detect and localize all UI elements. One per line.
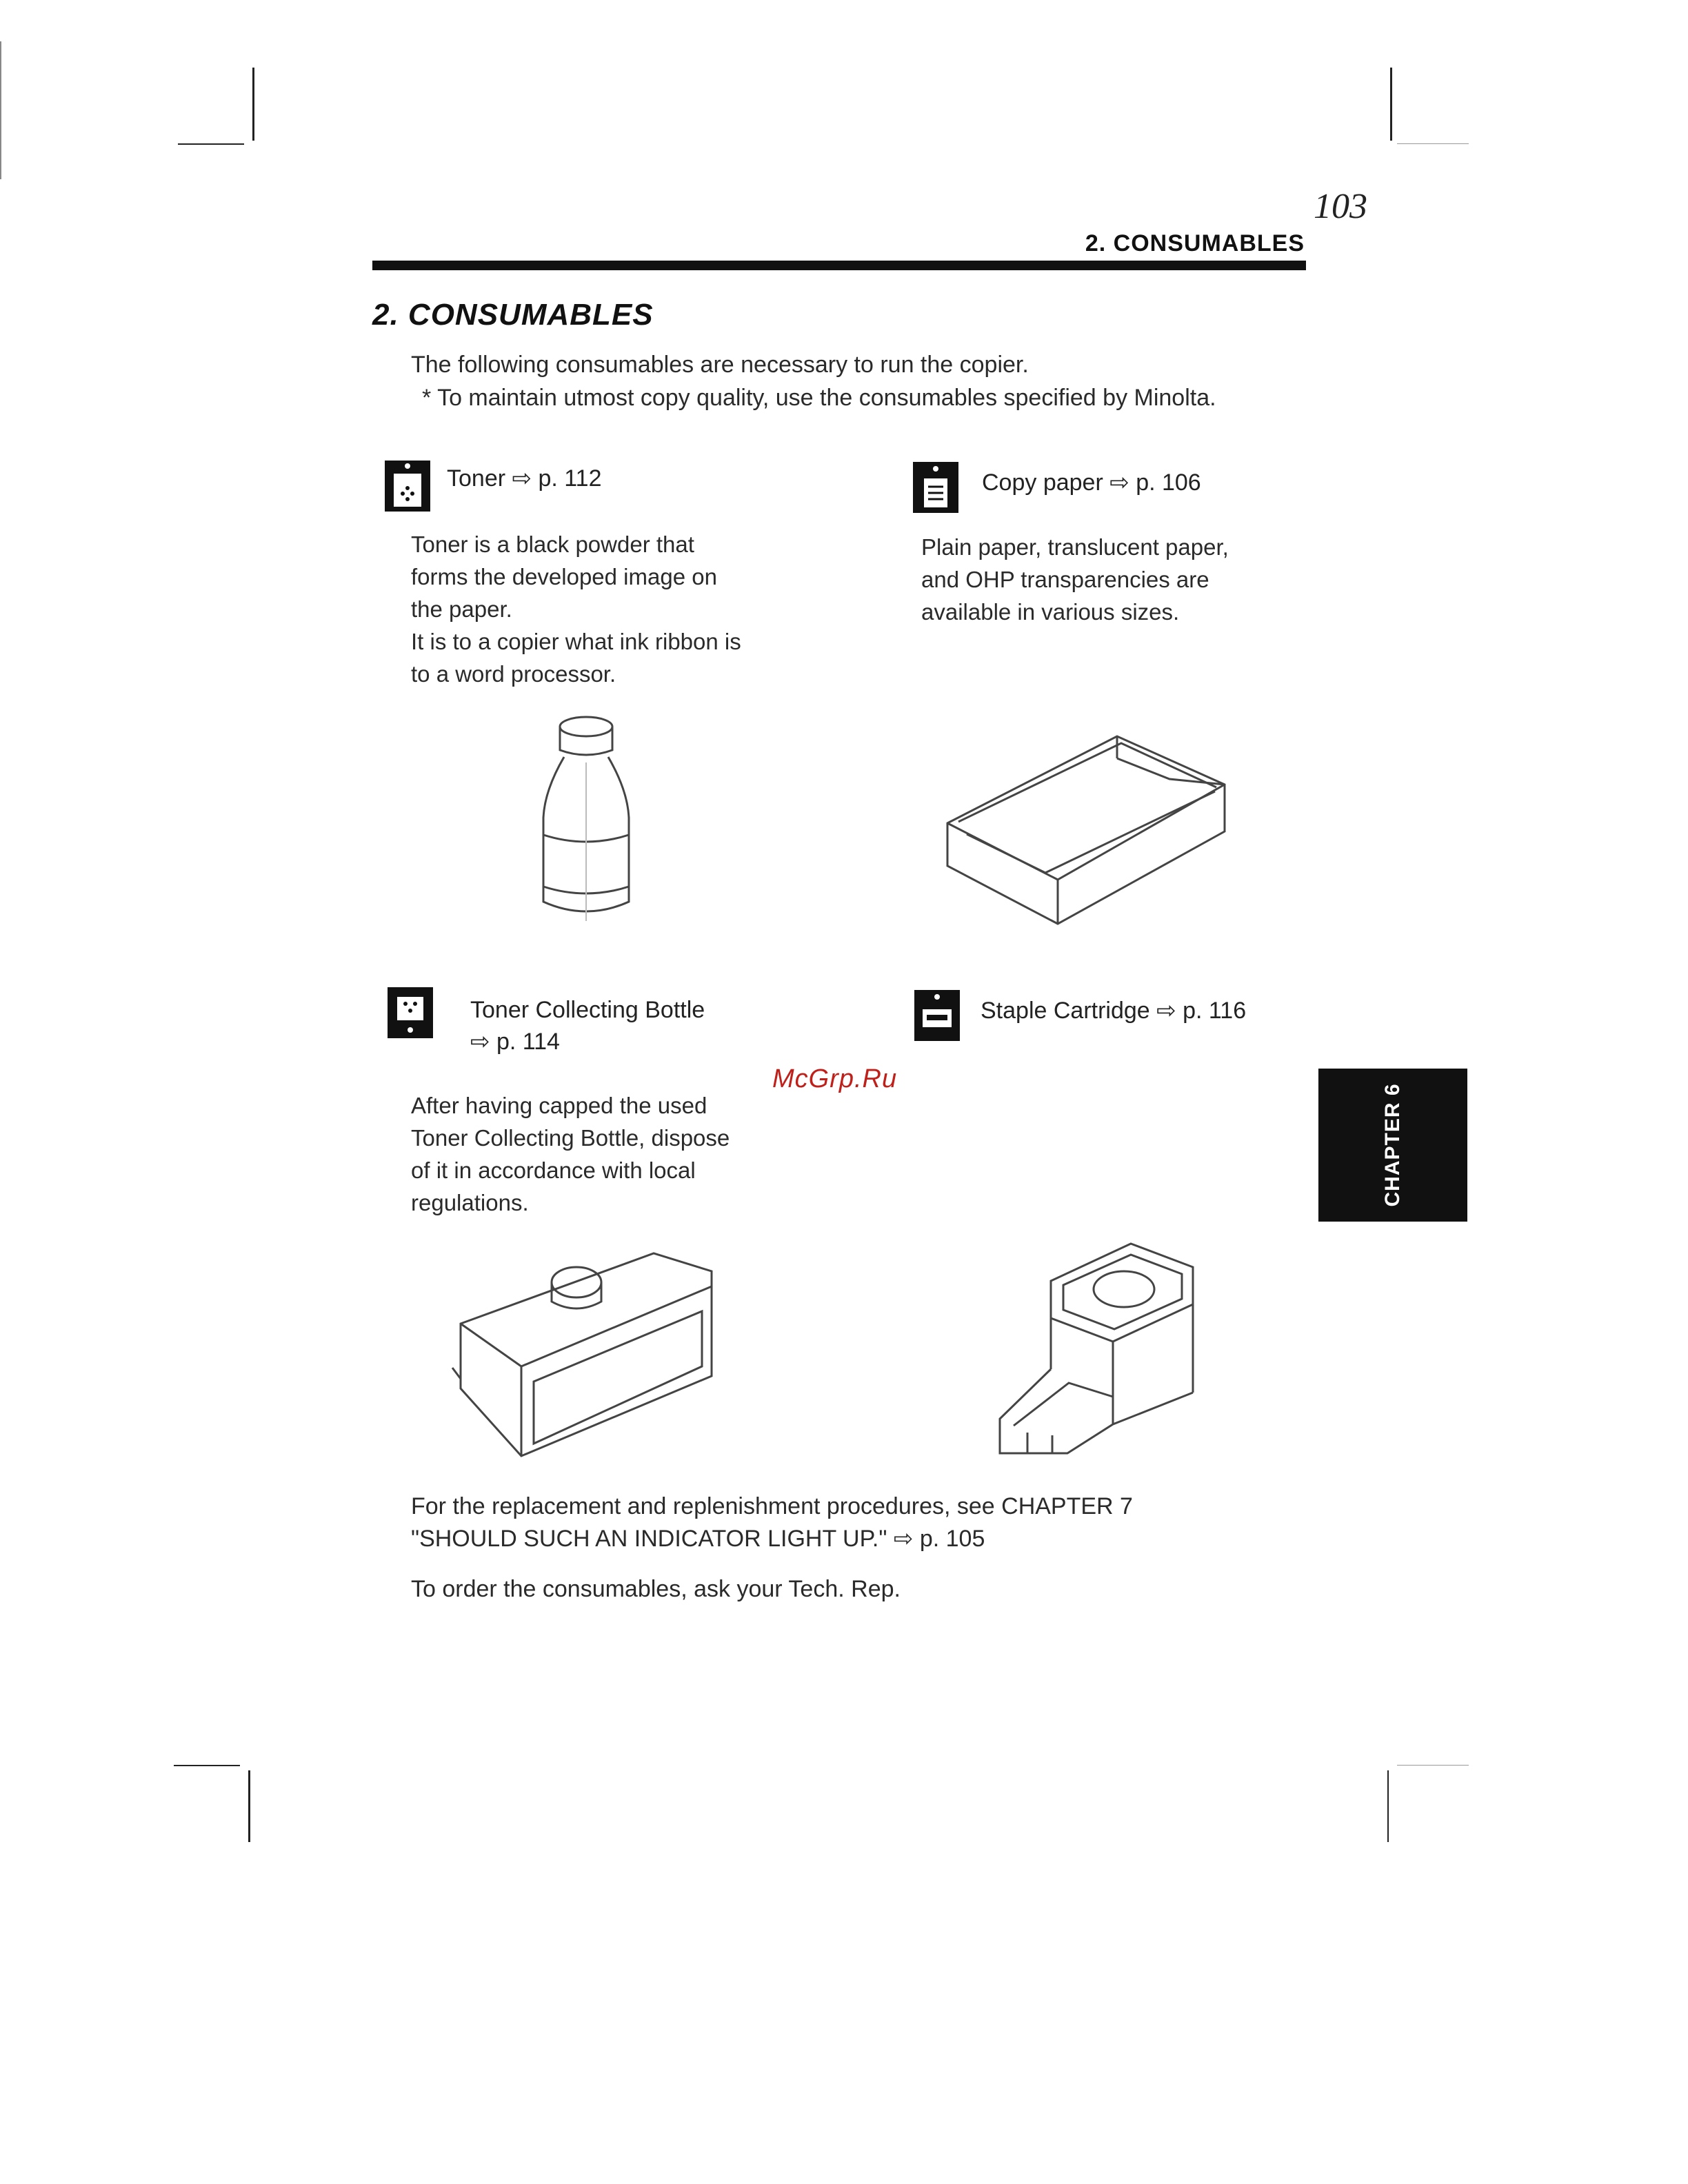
desc-line: regulations. (411, 1190, 529, 1215)
staple-title: Staple Cartridge (981, 998, 1150, 1024)
crop-mark (248, 1770, 250, 1842)
crop-mark (0, 41, 1, 179)
staple-label (981, 997, 1246, 1024)
footer-page-ref: p. 105 (919, 1526, 985, 1552)
toner-bottle-ref-line (470, 1026, 705, 1058)
toner-description (411, 528, 741, 690)
staple-cartridge-icon (914, 990, 960, 1041)
crop-mark (178, 143, 244, 145)
arrow-icon: ⇨ (1109, 469, 1129, 496)
toner-icon (385, 461, 430, 512)
chapter-tab-label: CHAPTER 6 (1381, 1083, 1404, 1207)
footer-line-ref (411, 1525, 985, 1553)
section-title: 2. CONSUMABLES (372, 298, 654, 332)
chapter-tab (1318, 1069, 1467, 1222)
toner-label (447, 465, 601, 492)
copy-paper-page-ref: p. 106 (1136, 469, 1201, 496)
toner-bottle-page-ref: p. 114 (496, 1029, 560, 1055)
arrow-icon: ⇨ (470, 1029, 490, 1055)
toner-title: Toner (447, 465, 506, 492)
staple-page-ref: p. 116 (1183, 998, 1247, 1024)
desc-line: of it in accordance with local (411, 1157, 696, 1183)
staple-cartridge-illustration (986, 1238, 1207, 1466)
header-rule (372, 261, 1306, 270)
crop-mark (174, 1765, 240, 1766)
page-number: 103 (1314, 187, 1367, 226)
toner-bottle-description (411, 1089, 730, 1219)
desc-line: After having capped the used (411, 1093, 707, 1118)
toner-collecting-bottle-icon (388, 987, 433, 1038)
desc-line: Toner is a black powder that (411, 532, 694, 557)
copy-paper-description (921, 531, 1229, 628)
copy-paper-icon (913, 462, 958, 513)
toner-bottle-title: Toner Collecting Bottle (470, 997, 705, 1023)
crop-mark (1387, 1770, 1389, 1842)
crop-mark (1397, 1765, 1469, 1766)
arrow-icon: ⇨ (1156, 998, 1176, 1024)
desc-line: forms the developed image on (411, 564, 717, 589)
footer-line: To order the consumables, ask your Tech. Rep. (411, 1576, 901, 1602)
arrow-icon: ⇨ (512, 465, 532, 492)
desc-line: It is to a copier what ink ribbon is (411, 629, 741, 654)
collecting-bottle-illustration (445, 1244, 721, 1464)
paper-ream-illustration (942, 731, 1232, 931)
toner-bottle-illustration (531, 714, 641, 935)
intro-line: The following consumables are necessary to run the copier. (411, 352, 1029, 378)
copy-paper-label (982, 469, 1201, 496)
desc-line: Plain paper, translucent paper, (921, 534, 1229, 560)
running-head: 2. CONSUMABLES (1085, 230, 1305, 256)
footer-quote: "SHOULD SUCH AN INDICATOR LIGHT UP." (411, 1526, 887, 1552)
watermark: McGrp.Ru (772, 1064, 898, 1093)
desc-line: the paper. (411, 596, 512, 622)
crop-mark (1397, 143, 1469, 144)
toner-bottle-label (470, 994, 705, 1058)
intro-note: * To maintain utmost copy quality, use the consumables specified by Minolta. (422, 385, 1216, 411)
desc-line: to a word processor. (411, 661, 616, 687)
copy-paper-title: Copy paper (982, 469, 1103, 496)
desc-line: Toner Collecting Bottle, dispose (411, 1125, 730, 1151)
footer-line: For the replacement and replenishment procedures, see CHAPTER 7 (411, 1493, 1133, 1519)
toner-page-ref: p. 112 (538, 465, 602, 492)
desc-line: available in various sizes. (921, 599, 1180, 625)
crop-mark (252, 68, 254, 141)
arrow-icon: ⇨ (893, 1526, 914, 1552)
desc-line: and OHP transparencies are (921, 567, 1209, 592)
crop-mark (1390, 68, 1392, 141)
